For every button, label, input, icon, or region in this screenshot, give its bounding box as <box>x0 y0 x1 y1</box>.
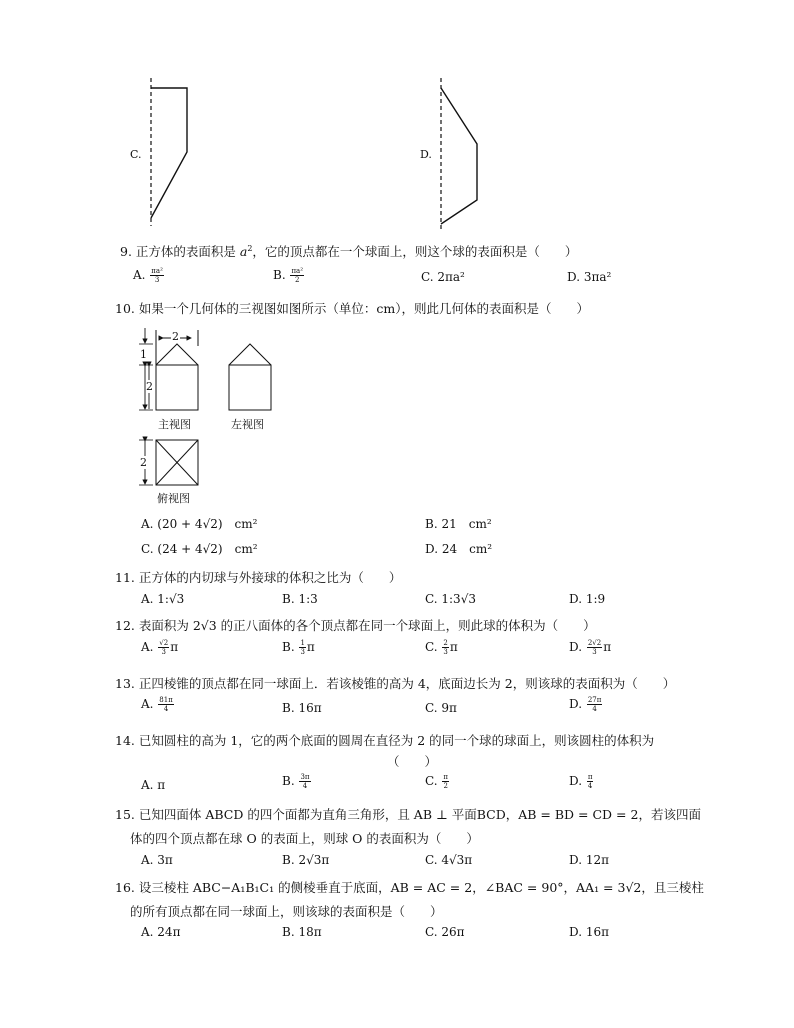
q12-c-num: 2 <box>443 639 448 647</box>
q14-c-den: 2 <box>443 782 448 790</box>
q14-d-den: 4 <box>587 782 593 790</box>
q14-answer-paren: （ ） <box>387 754 438 769</box>
q10-dim-bottom: 2 <box>140 456 147 469</box>
q13-option-d[interactable] <box>569 696 603 713</box>
q14-b-den: 4 <box>302 782 308 790</box>
q14-option-a[interactable]: A. π <box>141 778 166 792</box>
q10-dim-top: 2 <box>172 330 179 343</box>
q9-stem-post: ，它的顶点都在一个球面上，则这个球的表面积是（ ） <box>252 244 578 259</box>
q13-a-num: 81π <box>159 696 173 704</box>
q14-stem: 14. 已知圆柱的高为 1，它的两个底面的圆周在直径为 2 的同一个球的球面上，则该圆柱的体积为 <box>115 733 655 748</box>
q16-option-c[interactable]: C. 26π <box>425 925 465 939</box>
figure-d-label: D. <box>420 148 432 161</box>
q11-option-b[interactable]: B. 1:3 <box>282 592 318 606</box>
q14-c-num: π <box>443 773 448 781</box>
q13-a-den: 4 <box>163 705 169 713</box>
q9-option-c[interactable]: C. 2πa² <box>421 270 465 284</box>
q12-a-tail: π <box>170 640 179 654</box>
q12-option-c[interactable] <box>425 639 458 656</box>
q11-stem: 11. 正方体的内切球与外接球的体积之比为（ ） <box>115 570 402 585</box>
q10-dim-1: 1 <box>140 348 147 361</box>
q10-stem: 10. 如果一个几何体的三视图如图所示（单位：cm），则此几何体的表面积是（ ） <box>115 301 589 316</box>
q12-c-label: C. <box>425 640 442 654</box>
q12-option-d[interactable] <box>569 639 611 656</box>
q13-d-den: 4 <box>592 705 597 713</box>
q10-front-view-caption: 主视图 <box>158 418 191 431</box>
q9-b-num: πa² <box>291 267 304 275</box>
q11-option-a[interactable]: A. 1:√3 <box>141 592 185 606</box>
q9-sup: 2 <box>247 243 253 253</box>
q12-d-den: 3 <box>592 648 597 656</box>
q12-c-den: 3 <box>443 648 448 656</box>
q14-option-c[interactable] <box>425 773 450 790</box>
q15-option-d[interactable]: D. 12π <box>569 853 609 867</box>
q9-a-label: A. <box>133 268 150 282</box>
q10-option-c[interactable]: C. (24 + 4√2) cm² <box>141 542 258 556</box>
q12-d-num: 2√2 <box>587 639 602 647</box>
q12-b-num: 1 <box>300 639 305 647</box>
q13-option-a[interactable] <box>141 696 175 713</box>
q13-a-label: A. <box>141 697 158 711</box>
q14-b-label: B. <box>282 774 299 788</box>
q14-c-label: C. <box>425 774 442 788</box>
q14-option-b[interactable] <box>282 773 312 790</box>
q12-b-tail: π <box>306 640 315 654</box>
q13-stem: 13. 正四棱锥的顶点都在同一球面上．若该棱锥的高为 4，底面边长为 2，则该球的表面积为（ ） <box>115 676 676 691</box>
q11-option-c[interactable]: C. 1:3√3 <box>425 592 476 606</box>
q11-option-d[interactable]: D. 1:9 <box>569 592 606 606</box>
q16-stem-line1: 16. 设三棱柱 ABC−A₁B₁C₁ 的侧棱垂直于底面，AB = AC = 2，∠BAC = 90°，AA₁ = 3√2，且三棱柱 <box>115 880 704 895</box>
q15-option-b[interactable]: B. 2√3π <box>282 853 330 867</box>
q12-b-label: B. <box>282 640 299 654</box>
q12-b-den: 3 <box>300 648 305 656</box>
q13-d-num: 27π <box>587 696 602 704</box>
q10-option-b[interactable]: B. 21 cm² <box>425 517 492 531</box>
q12-d-tail: π <box>603 640 612 654</box>
q15-stem-line1: 15. 已知四面体 ABCD 的四个面都为直角三角形，且 AB ⊥ 平面BCD，AB = BD = CD = 2，若该四面 <box>115 807 701 822</box>
q12-c-tail: π <box>449 640 458 654</box>
q14-b-num: 3π <box>300 773 310 781</box>
q9-option-a[interactable] <box>133 267 165 284</box>
q16-option-a[interactable]: A. 24π <box>141 925 181 939</box>
q12-stem: 12. 表面积为 2√3 的正八面体的各个顶点都在同一个球面上，则此球的体积为（ ） <box>115 618 596 633</box>
q12-a-den: 3 <box>161 648 166 656</box>
q13-d-label: D. <box>569 697 586 711</box>
q16-option-d[interactable]: D. 16π <box>569 925 609 939</box>
q10-option-d[interactable]: D. 24 cm² <box>425 542 493 556</box>
q16-option-b[interactable]: B. 18π <box>282 925 322 939</box>
figure-c-label: C. <box>130 148 142 161</box>
q9-stem <box>120 242 577 260</box>
q15-option-a[interactable]: A. 3π <box>141 853 173 867</box>
q9-a-den: 3 <box>154 276 160 284</box>
q9-var-a: a <box>239 244 248 259</box>
q9-a-num: πa² <box>151 267 163 275</box>
figure-c-diagram <box>145 78 195 228</box>
q10-top-view-caption: 俯视图 <box>157 492 190 505</box>
q10-option-a[interactable]: A. (20 + 4√2) cm² <box>141 517 258 531</box>
q13-option-b[interactable]: B. 16π <box>282 701 322 715</box>
q9-b-den: 2 <box>295 276 300 284</box>
q15-stem-line2: 体的四个顶点都在球 O 的表面上，则球 O 的表面积为（ ） <box>130 831 479 846</box>
figure-d-diagram <box>435 78 485 234</box>
q9-b-label: B. <box>273 268 290 282</box>
q15-option-c[interactable]: C. 4√3π <box>425 853 473 867</box>
q9-option-d[interactable]: D. 3πa² <box>567 270 612 284</box>
q9-option-b[interactable] <box>273 267 305 284</box>
q13-option-c[interactable]: C. 9π <box>425 701 457 715</box>
q9-stem-pre: 9. 正方体的表面积是 <box>120 244 240 259</box>
q16-stem-line2: 的所有顶点都在同一球面上，则该球的表面积是（ ） <box>130 904 443 919</box>
q12-a-num: √2 <box>159 639 169 647</box>
q14-d-label: D. <box>569 774 586 788</box>
q14-option-d[interactable] <box>569 773 594 790</box>
q10-dim-2: 2 <box>146 380 153 393</box>
q12-option-b[interactable] <box>282 639 315 656</box>
q10-side-view-caption: 左视图 <box>231 418 264 431</box>
q14-d-num: π <box>587 773 593 781</box>
q12-d-label: D. <box>569 640 586 654</box>
q12-option-a[interactable] <box>141 639 178 656</box>
q12-a-label: A. <box>141 640 158 654</box>
